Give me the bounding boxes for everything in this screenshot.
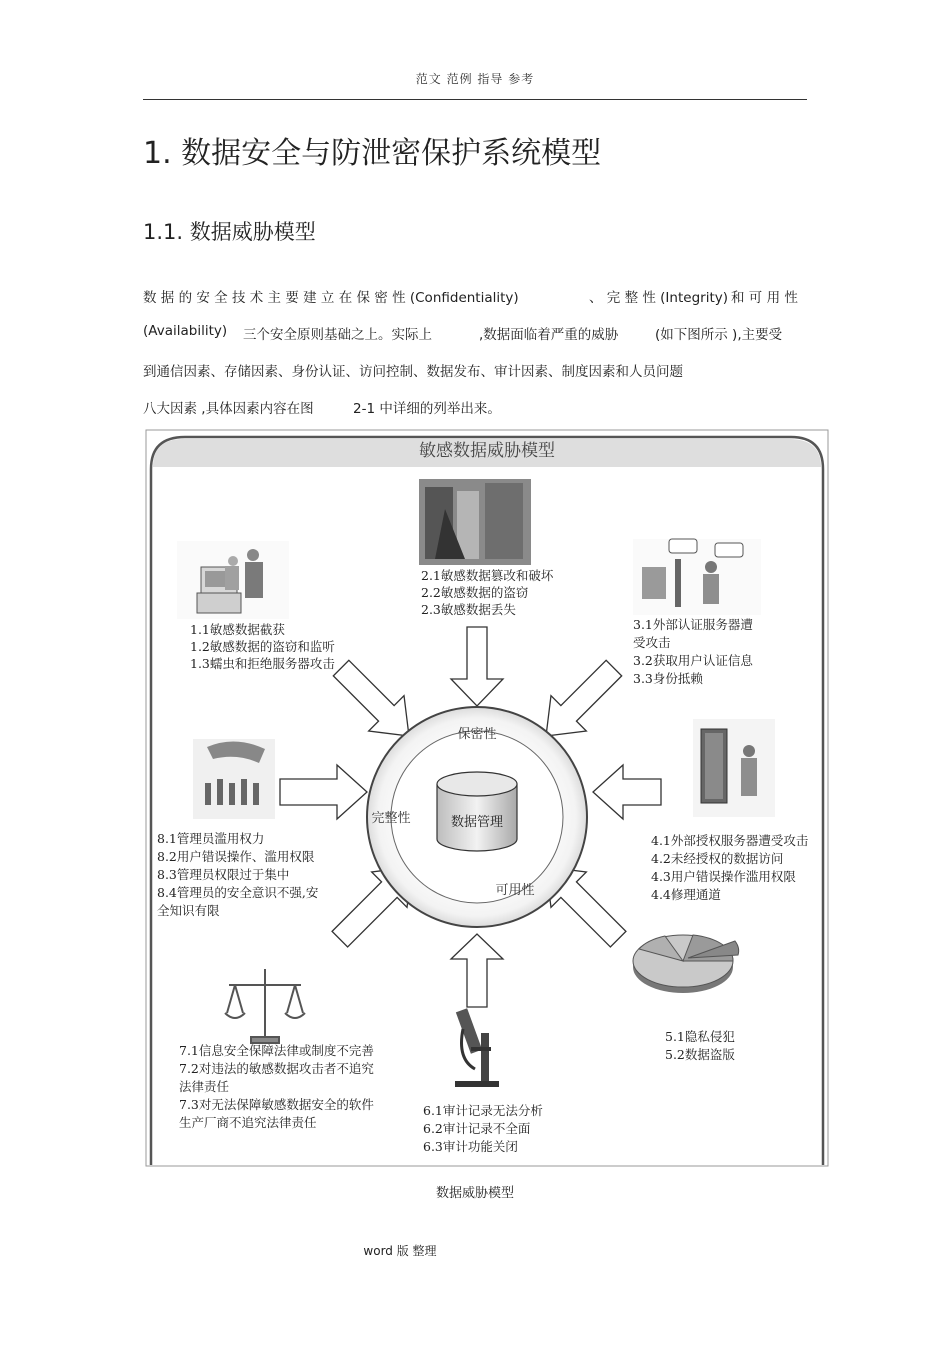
header-rule [143,99,807,100]
threat-item: 6.1审计记录无法分析 [423,1103,543,1118]
banner-title: 敏感数据威胁模型 [419,441,555,461]
data-management-label: 数据管理 [450,815,504,830]
threat-item: 3.1外部认证服务器遭 [633,617,753,632]
threat-item: 6.3审计功能关闭 [423,1139,518,1154]
section-title: 1. 数据安全与防泄密保护系统模型 [143,136,602,171]
paragraph-line-1 [143,286,798,306]
threat-item: 8.2用户错误操作、滥用权限 [157,849,315,864]
threat-item: 6.2审计记录不全面 [423,1121,531,1136]
threat-item: 4.1外部授权服务器遭受攻击 [651,833,809,848]
threat-item: 8.4管理员的安全意识不强,安 [157,885,319,900]
threat-item: 2.2敏感数据的盗窃 [421,585,529,600]
subsection-title: 1.1. 数据威胁模型 [143,220,316,244]
auth-attack-illustration [633,539,761,615]
admin-abuse-illustration [193,739,275,819]
paragraph-text: 三个安全原则基础之上。实际上 [243,327,432,343]
threat-item: 2.3敏感数据丢失 [421,602,516,617]
threat-item: 3.3身份抵赖 [633,671,703,686]
threat-item: 7.3对无法保障敏感数据安全的软件 [179,1097,374,1112]
figure-caption: 数据威胁模型 [435,1186,514,1201]
authz-attack-illustration [693,719,775,817]
page-footer: word 版 整理 [363,1244,437,1258]
threat-item: 生产厂商不追究法律责任 [179,1115,317,1130]
paragraph-text: (Availability) [143,323,228,339]
threat-item: 1.1敏感数据截获 [190,622,285,637]
ring-label-confidentiality: 保密性 [457,727,497,742]
page-header: 范文 范例 指导 参考 [415,72,535,86]
ring-label-availability: 可用性 [495,883,535,898]
paragraph-text: 2-1 中详细的列举出来。 [353,401,501,417]
threat-item: 4.2未经授权的数据访问 [651,851,784,866]
threat-item: 8.1管理员滥用权力 [157,831,265,846]
paragraph-text: (如下图所示 ),主要受 [655,327,783,343]
threat-item: 2.1敏感数据篡改和破坏 [421,568,554,583]
threat-item: 受攻击 [633,635,671,650]
threat-item: 8.3管理员权限过于集中 [157,867,290,882]
tampering-illustration [419,479,531,565]
paragraph-text: 八大因素 ,具体因素内容在图 [143,401,314,417]
threat-item: 1.3蠕虫和拒绝服务器攻击 [190,656,335,671]
threat-item: 3.2获取用户认证信息 [633,653,753,668]
paragraph-line-2 [143,323,783,343]
threat-item: 全知识有限 [157,903,220,918]
paragraph-line-4 [143,397,501,417]
threat-item: 5.2数据盗版 [665,1047,735,1062]
threat-item: 1.2敏感数据的盗窃和监听 [190,639,335,654]
database-icon [437,772,517,851]
threat-item: 7.2对违法的敏感数据攻击者不追究 [179,1061,374,1076]
threat-item: 7.1信息安全保障法律或制度不完善 [179,1043,374,1058]
threat-item: 5.1隐私侵犯 [665,1029,735,1044]
eavesdrop-illustration [177,541,289,619]
paragraph-text: ,数据面临着严重的威胁 [479,327,619,343]
threat-item: 法律责任 [179,1079,230,1094]
threat-model-figure [145,429,829,1167]
ring-label-integrity: 完整性 [371,811,411,826]
paragraph-text: 和 可 用 性 [731,290,798,306]
paragraph-line-3: 到通信因素、存储因素、身份认证、访问控制、数据发布、审计因素、制度因素和人员问题 [143,364,683,380]
threat-item: 4.3用户错误操作滥用权限 [651,869,796,884]
threat-item: 4.4修理通道 [651,887,721,902]
paragraph-text: 、 完 整 性 (Integrity) [589,290,728,306]
paragraph-text: 数 据 的 安 全 技 术 主 要 建 立 在 保 密 性 (Confidentiality) [143,290,519,306]
